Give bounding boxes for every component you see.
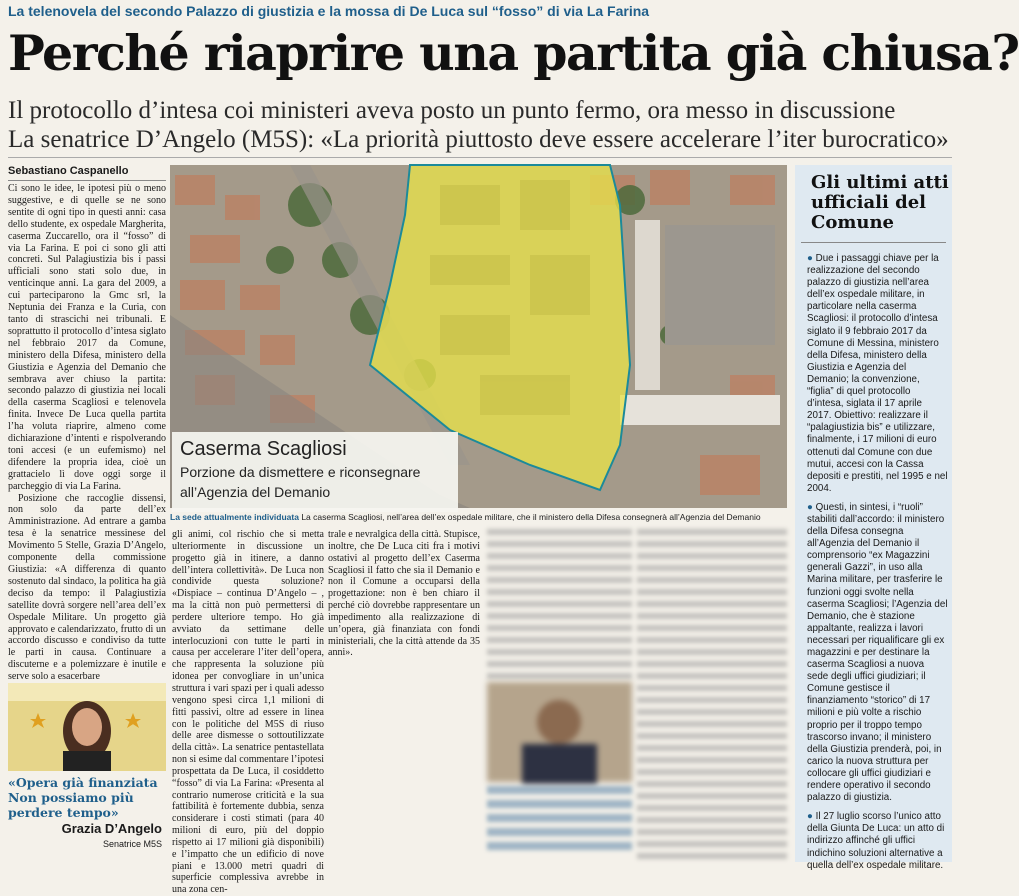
column2-text: gli animi, col rischio che si metta ulteriormente in discussione un progetto già in itinere, a danno dell’intera collettività». De Luca non condivide questa soluzione? «Dispiace – continua D’Angelo – , ma la città non può permettersi di perdere ulteriore tempo. Ho già avviato da settimane delle interlocuzioni con tutte le parti in causa per accelerare l’iter dell’opera, che rappresenta la soluzione più idonea per convogliare in un’unica struttura i vari spazi per i quali adesso vengono spesi circa 1,1 milioni di fitti passivi, oltre ad essere in linea con le politiche del M5S di riuso delle aree dismesse o sottoutilizzate della città». La senatrice pentastellata non si esime dal commentare l’ipotesi prospettata da De Luca, il cosiddetto “fosso” di via La Farina: «Presenta al contrario numerose criticità e la sua fattibilità è fortemente dubbia, senza considerare i costi stimati (para 40 milioni di euro, più del doppio rispetto ai 17 milioni già disponibili) e l’impatto che un edificio di nove piani e 13.000 metri quadri di superficie complessiva avrebbe in una zona cen-: [172, 529, 324, 896]
bullet-icon: ●: [807, 811, 816, 823]
overlay-line-2: all’Agenzia del Demanio: [180, 484, 331, 500]
sidebar-p3-text: Il 27 luglio scorso l’unico atto della Giunta De Luca: un atto di indirizzo affinché gli uffici indichino soluzioni alternative a quella dell’ex ospedale militare.: [807, 811, 945, 871]
blurred-column-5: [637, 529, 787, 859]
sidebar-p2-text: Questi, in sintesi, i “ruoli” stabiliti dall’accordo: il ministero della Difesa consegna all’Agenzia del Demanio il comprensorio “ex Magazzini generali Gazzi”, in uso alla Marina militare, per trasferire le funzioni oggi svolte nella caserma Scagliosi; l’Agenzia del Demanio, che è stazione appaltante, realizza i lavori necessari per riqualificare gli ex magazzini e per destinare la caserma Scagliosi a nuova sede degli uffici giudiziari; il Comune gestisce il finanziamento “storico” di 17 milioni e più volte a rischio proprio per il troppo tempo trascorso invano; il ministero della Giustizia prenderà, poi, in carico la nuova struttura per collocare gli uffici giudiziari e rendere operativo il secondo palazzo di giustizia.: [807, 501, 948, 804]
sidebar-body: [807, 253, 948, 879]
blurred-portrait-graphic: [487, 682, 632, 782]
blurred-photo: [487, 682, 632, 782]
bullet-icon: ●: [807, 501, 816, 513]
article-column-2: [172, 529, 324, 896]
article-column-3: [328, 529, 480, 659]
blurred-quote: [487, 786, 632, 856]
portrait-graphic: [8, 683, 166, 771]
sidebar-p1-text: Due i passaggi chiave per la realizzazione del secondo palazzo di giustizia nell’area dell’ex ospedale militare, in particolare nella caserma Scagliosi: il protocollo d’intesa siglato il 9 febbraio 2017 da Comune di Messina, ministero della Difesa, ministero della Giustizia e Agenzia del Demanio; la convenzione, “figlia” di quel protocollo d’intesa, siglata il 17 aprile 2017. Obiettivo: realizzare il “palagiustizia bis” e utilizzare, finalmente, i 17 milioni di euro ottenuti dal Comune con due mutui, accesi con la Cassa depositi e prestiti, nel 1995 e nel 2004.: [807, 253, 948, 494]
bullet-icon: ●: [807, 253, 816, 264]
article-column-1: [8, 183, 166, 683]
photo-overlay-label: [172, 432, 458, 512]
column1-paragraph-1: Ci sono le idee, le ipotesi più o meno suggestive, e di quelle se ne sono sentite di ogni tipo in questi anni: casa dello studente, ex ospedale Margherita, caserma Zuccarello, ora il “fosso” di via La Farina. E poi ci sono gli atti concreti. Sul Palagiustizia bis i passi ufficiali sono stati solo due, in venticinque anni. La gara del 2009, a cui parteciparono la Gmc srl, la Neptunia dei Franza e la Curia, con tanto di strascichi nei tribunali. E soprattutto il protocollo d’intesa siglato nel febbraio 2017 da Comune, ministero della Difesa, ministero della Giustizia e Agenzia del Demanio che sembrava aver chiuso la partita: secondo palazzo di giustizia nei locali della caserma Scagliosi e telenovela finita. Invece De Luca quella partita l’ha voluta riaprire, almeno come dichiarazione d’intenti e rispolverando toni accesi (e un eufemismo) nel difendere la propria idea, cioè un grattacielo lì dove oggi sorge il parcheggio di via La Farina.: [8, 183, 166, 492]
byline-rule: [8, 180, 166, 181]
headline: Perché riaprire una partita già chiusa?: [8, 24, 1019, 82]
byline: Sebastiano Caspanello: [8, 165, 129, 177]
caption-bold: La sede attualmente individuata: [170, 512, 299, 522]
column1-paragraph-2: Posizione che raccoglie dissensi, non solo da parte dell’ex Amministrazione. Ad entrare a gamba tesa è la senatrice messinese del Movimento 5 Stelle, Grazia D’Angelo, componente della commissione Giustizia: «A differenza di quanto sostenuto dal sindaco, la politica ha già deciso da tempo: il Palagiustizia satellite dovrà sorgere nell’area dell’ex Ospedale Militare. Un progetto già approvato e calendarizzato, frutto di un accordo discusso e condiviso da tutte le parti in causa. Continuare a discuterne e a polemizzare è inutile e serve solo a esacerbare: [8, 492, 166, 683]
quote-role: Senatrice M5S: [102, 839, 162, 849]
overlay-line-1: Porzione da dismettere e riconsegnare: [180, 464, 421, 480]
column3-text: trale e nevralgica della città. Stupisce, inoltre, che De Luca citi fra i motivi ostativi al progetto dell’ex Caserma Scagliosi il fatto che sia il Demanio e non il Comune a occuparsi della progettazione: non è ben chiaro il perché ciò dovrebbe rappresentare un impedimento alla realizzazione di un’opera, già finanziata con fondi ministeriali, che la città attende da 35 anni».: [328, 529, 480, 659]
sidebar-paragraph-3: [807, 811, 948, 871]
subtitle-line-2: La senatrice D’Angelo (M5S): «La priorità piuttosto deve essere accelerare l’iter burocratico»: [8, 126, 949, 153]
sidebar-paragraph-1: [807, 253, 948, 495]
sidebar-rule: [801, 242, 946, 243]
sidebar-box: [795, 165, 952, 871]
photo-caption: [170, 512, 787, 522]
header-rule: [8, 157, 952, 158]
blurred-column-4-top: [487, 529, 632, 679]
sidebar-title: Gli ultimi atti ufficiali del Comune: [811, 172, 949, 233]
overlay-title: Caserma Scagliosi: [180, 438, 347, 460]
pull-quote: [8, 683, 166, 857]
caption-text: La caserma Scagliosi, nell’area dell’ex ospedale militare, che il ministero della Difesa consegnerà all’Agenzia del Demanio: [301, 512, 761, 522]
quote-text: «Opera già finanziata Non possiamo più perdere tempo»: [8, 775, 158, 820]
subtitle: [8, 96, 952, 154]
senator-portrait: [8, 683, 166, 771]
subtitle-line-1: Il protocollo d’intesa coi ministeri aveva posto un punto fermo, ora messo in discussione: [8, 97, 896, 124]
kicker: La telenovela del secondo Palazzo di giustizia e la mossa di De Luca sul “fosso” di via La Farina: [8, 3, 650, 19]
quote-name: Grazia D’Angelo: [61, 821, 162, 836]
sidebar-paragraph-2: [807, 502, 948, 804]
